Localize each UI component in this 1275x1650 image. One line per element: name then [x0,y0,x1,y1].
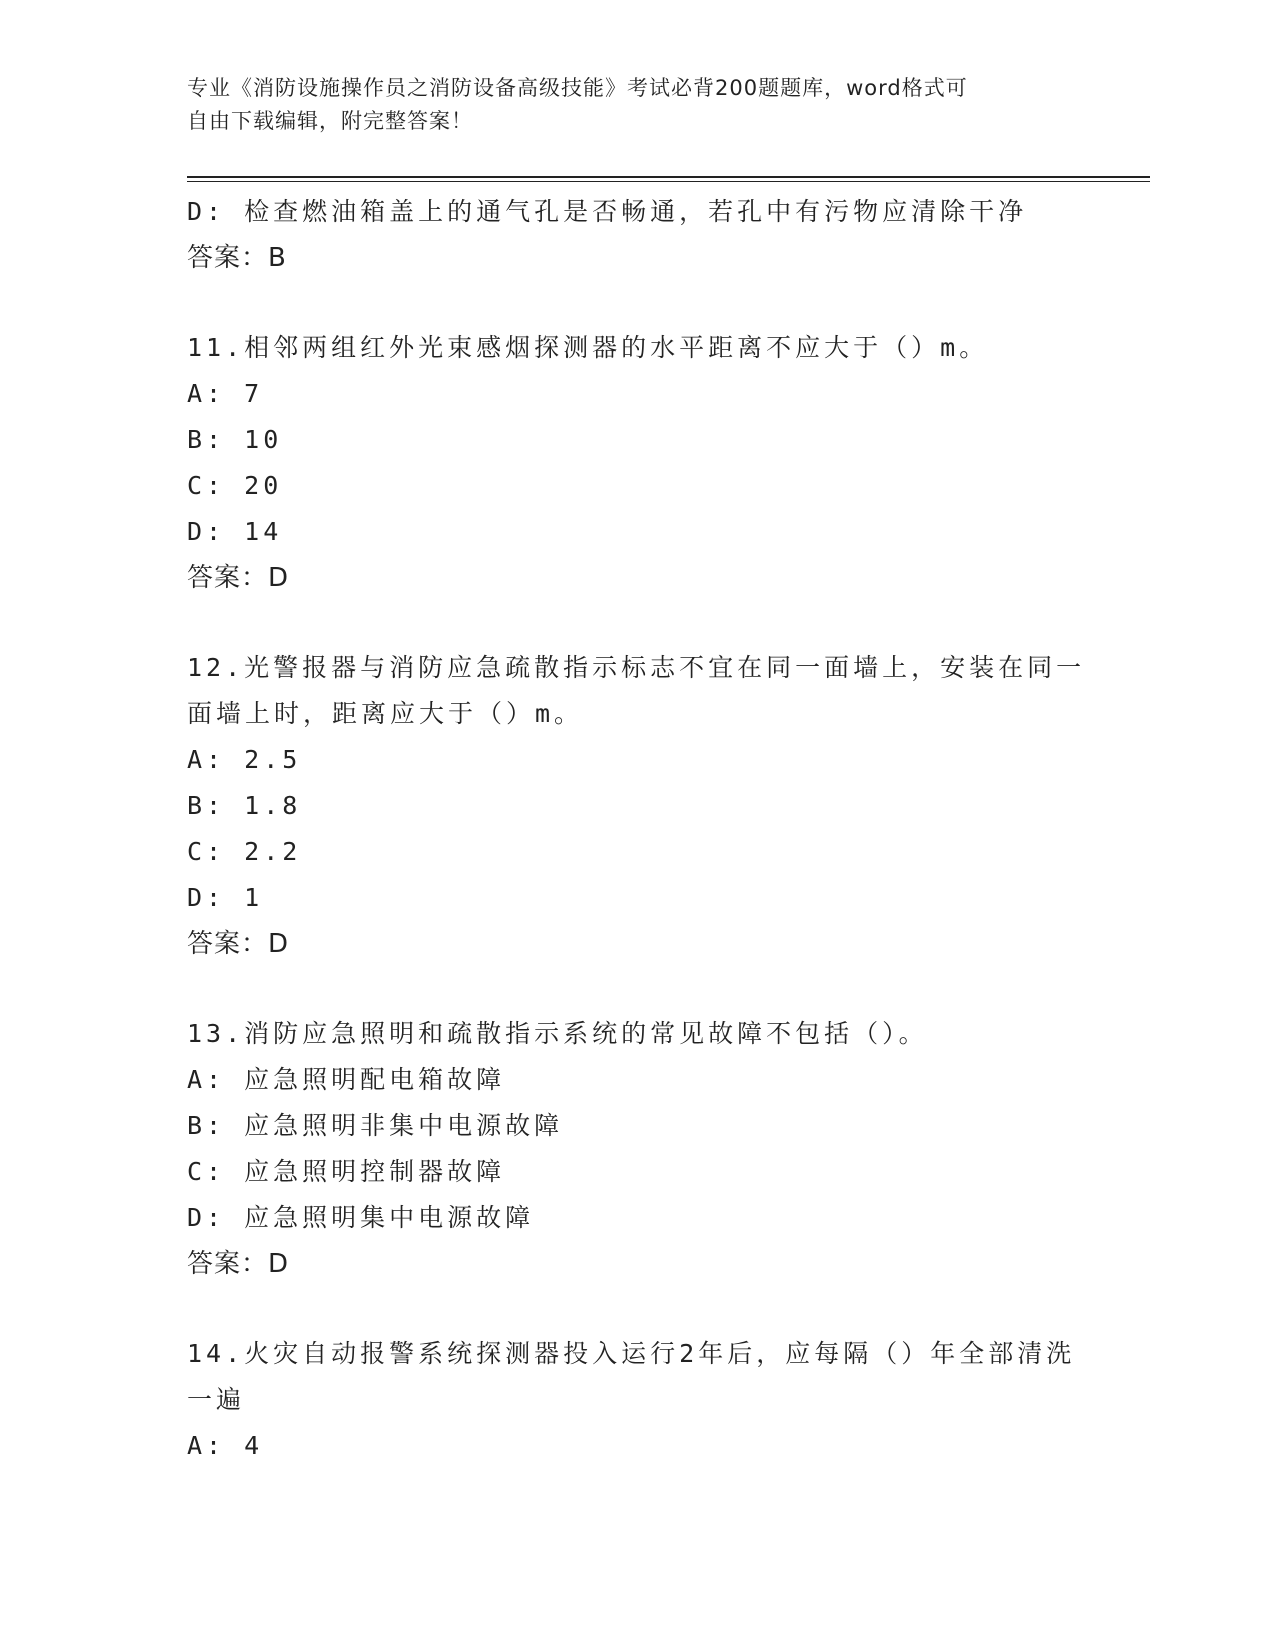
answer: 答案：D [187,563,290,593]
question-stem: 13.消防应急照明和疏散指示系统的常见故障不包括（）。 [187,1019,928,1048]
question-list [187,189,1087,1469]
question-14 [187,1331,1087,1469]
option-a: A: 2.5 [187,745,302,774]
question-12 [187,645,1087,967]
option-d: D: 应急照明集中电源故障 [187,1203,535,1232]
option-c: C: 应急照明控制器故障 [187,1157,506,1186]
option-d: D: 1 [187,883,264,912]
header-divider-thick [187,176,1150,178]
option-d: D: 14 [187,517,283,546]
option-b: B: 10 [187,425,283,454]
option-c: C: 20 [187,471,283,500]
question-11 [187,325,1087,601]
option-b: B: 1.8 [187,791,302,820]
answer: 答案：D [187,929,290,959]
header-line-1: 专业《消防设施操作员之消防设备高级技能》考试必背200题题库，word格式可 [187,76,968,100]
header-divider-thin [187,181,1150,182]
option-a: A: 4 [187,1431,264,1460]
answer: 答案：D [187,1249,290,1279]
prev-option-d: D: 检查燃油箱盖上的通气孔是否畅通，若孔中有污物应清除干净 [187,197,1028,226]
question-stem: 11.相邻两组红外光束感烟探测器的水平距离不应大于（）m。 [187,333,989,362]
option-b: B: 应急照明非集中电源故障 [187,1111,564,1140]
question-stem-line-1: 14.火灾自动报警系统探测器投入运行2年后，应每隔（）年全部清洗 [187,1339,1076,1368]
option-a: A: 应急照明配电箱故障 [187,1065,506,1094]
question-stem-line-2: 面墙上时，距离应大于（）m。 [187,699,584,728]
question-stem-line-1: 12.光警报器与消防应急疏散指示标志不宜在同一面墙上，安装在同一 [187,653,1086,682]
option-c: C: 2.2 [187,837,302,866]
option-a: A: 7 [187,379,264,408]
document-header [187,72,1067,138]
prev-answer: 答案：B [187,243,287,273]
question-stem-line-2: 一遍 [187,1385,246,1414]
header-line-2: 自由下载编辑，附完整答案！ [187,109,473,133]
question-13 [187,1011,1087,1287]
